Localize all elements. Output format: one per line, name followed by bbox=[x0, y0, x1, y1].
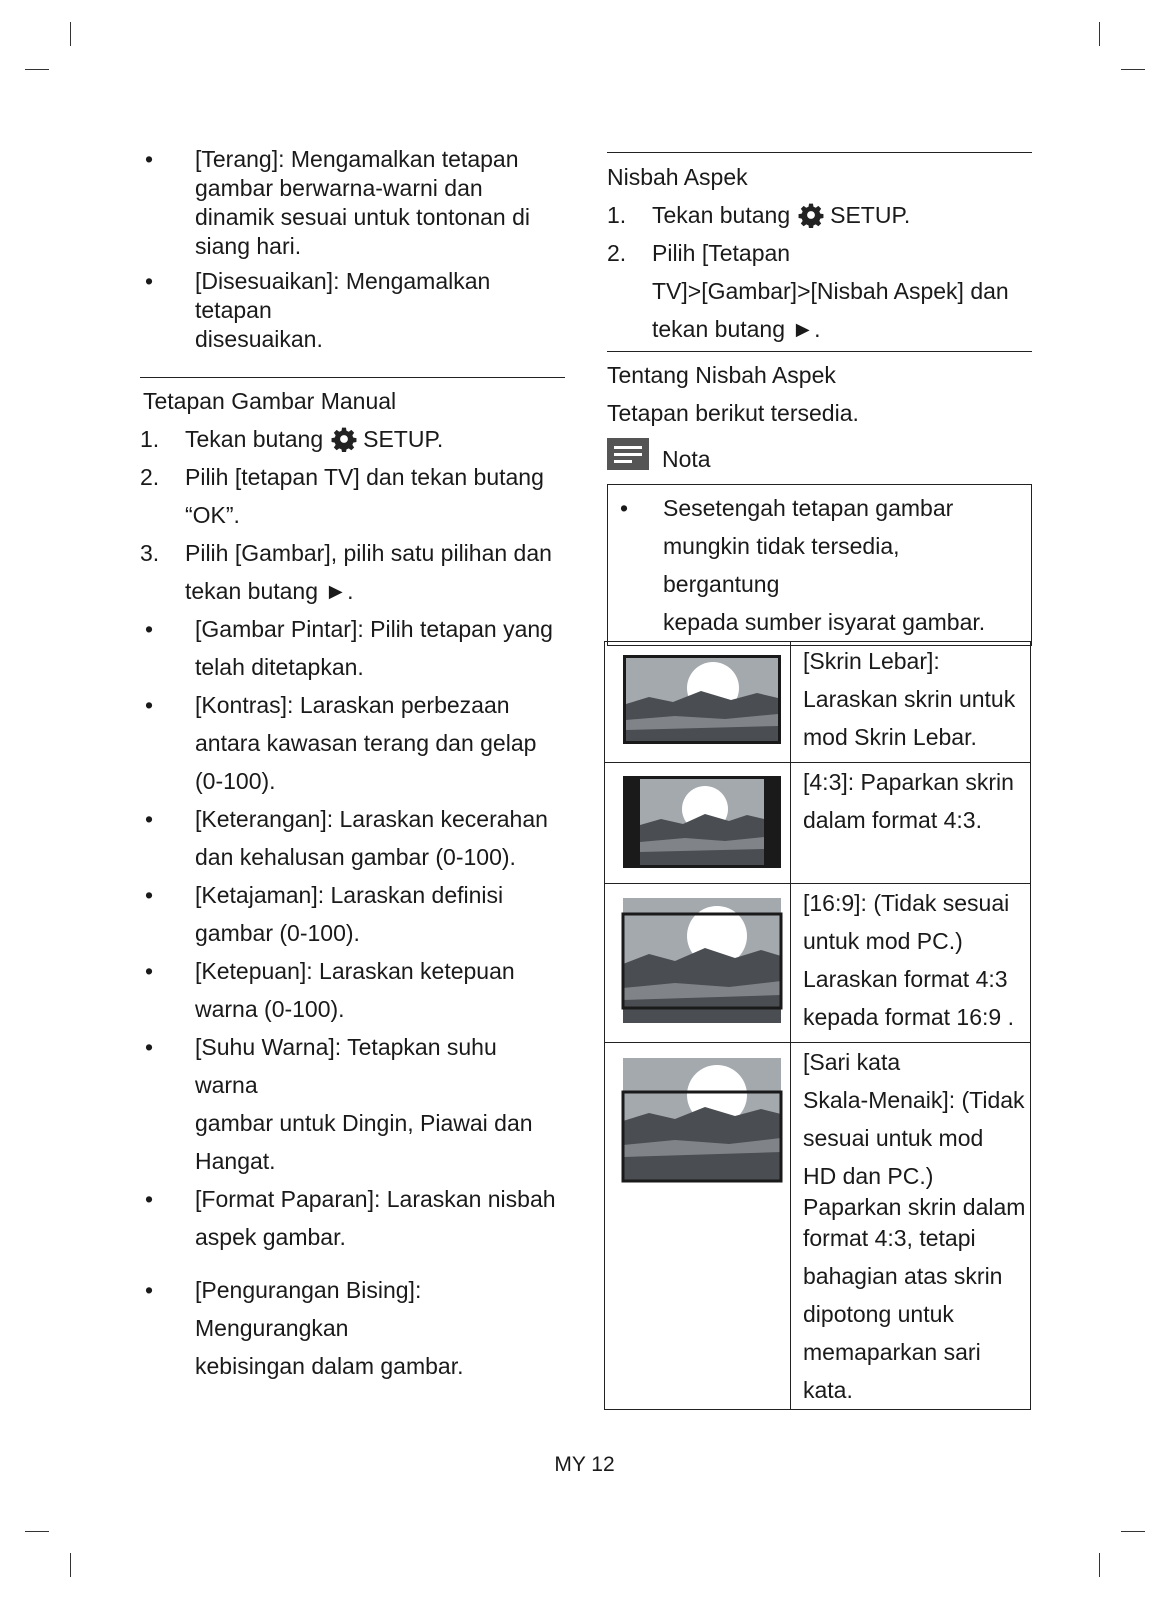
table-cell-text: [16:9]: (Tidak sesuai untuk mod PC.) Laraskan format 4:3 kepada format 16:9 . bbox=[791, 884, 1031, 1043]
section-title: Tetapan Gambar Manual bbox=[143, 388, 397, 414]
list-item: • Sesetengah tetapan gambar mungkin tidak tersedia, bergantung kepada sumber isyarat gambar. bbox=[620, 495, 986, 635]
aspect-ratio-table bbox=[604, 641, 1031, 1410]
note-header bbox=[607, 438, 1032, 484]
table-cell-text: [4:3]: Paparkan skrin dalam format 4:3. bbox=[791, 763, 1031, 884]
list-item: • [Ketajaman]: Laraskan definisi gambar (0-100). bbox=[145, 882, 504, 946]
step-item: 1. Tekan butang SETUP. bbox=[140, 426, 444, 452]
table-cell-icon bbox=[605, 884, 791, 1043]
step-item: 1. Tekan butang SETUP. bbox=[607, 202, 911, 228]
table-row bbox=[605, 763, 1031, 884]
crop-mark bbox=[25, 1531, 49, 1532]
table-cell-text: [Skrin Lebar]: Laraskan skrin untuk mod Skrin Lebar. bbox=[791, 642, 1031, 763]
list-item: • [Ketepuan]: Laraskan ketepuan warna (0-100). bbox=[145, 958, 515, 1022]
left-column bbox=[140, 145, 565, 1385]
list-item: • [Terang]: Mengamalkan tetapan gambar berwarna-warni dan dinamik sesuai untuk tontonan di siang hari. bbox=[145, 146, 530, 259]
list-item: • [Keterangan]: Laraskan kecerahan dan kehalusan gambar (0-100). bbox=[145, 806, 548, 870]
step-item: 2. Pilih [Tetapan TV]>[Gambar]>[Nisbah Aspek] dan tekan butang ►. bbox=[607, 240, 1009, 342]
note-icon bbox=[607, 438, 649, 470]
crop-mark bbox=[70, 1553, 71, 1577]
crop-mark bbox=[25, 69, 49, 70]
note-label: Nota bbox=[662, 446, 711, 472]
table-cell-icon bbox=[605, 763, 791, 884]
list-item: • [Gambar Pintar]: Pilih tetapan yang telah ditetapkan. bbox=[145, 616, 553, 680]
crop-mark bbox=[1099, 1553, 1100, 1577]
list-item: • [Format Paparan]: Laraskan nisbah aspek gambar. bbox=[145, 1186, 556, 1250]
page-number: MY 12 bbox=[554, 1453, 615, 1476]
list-item: • [Disesuaikan]: Mengamalkan tetapan disesuaikan. bbox=[145, 268, 491, 352]
step-item: 3. Pilih [Gambar], pilih satu pilihan dan tekan butang ►. bbox=[140, 540, 552, 604]
crop-mark bbox=[70, 22, 71, 46]
list-item: • [Pengurangan Bising]: Mengurangkan kebisingan dalam gambar. bbox=[145, 1277, 464, 1379]
16-9-picture-icon bbox=[605, 884, 789, 1037]
table-cell-icon bbox=[605, 1043, 791, 1410]
table-row bbox=[605, 642, 1031, 763]
section-divider bbox=[607, 152, 1032, 153]
gear-icon bbox=[331, 426, 357, 452]
crop-mark bbox=[1121, 1531, 1145, 1532]
about-text: Tetapan berikut tersedia. bbox=[607, 400, 859, 426]
crop-mark bbox=[1099, 22, 1100, 46]
table-row bbox=[605, 884, 1031, 1043]
widescreen-picture-icon bbox=[605, 642, 789, 757]
list-item: • [Kontras]: Laraskan perbezaan antara kawasan terang dan gelap (0-100). bbox=[145, 692, 537, 794]
section-divider bbox=[607, 351, 1032, 352]
section-divider bbox=[140, 377, 565, 378]
table-cell-icon bbox=[605, 642, 791, 763]
right-column bbox=[607, 152, 1032, 646]
step-item: 2. Pilih [tetapan TV] dan tekan butang “OK”. bbox=[140, 464, 544, 528]
table-row bbox=[605, 1043, 1031, 1410]
section-title: Nisbah Aspek bbox=[607, 164, 748, 190]
4-3-picture-icon bbox=[605, 763, 789, 878]
crop-mark bbox=[1121, 69, 1145, 70]
table-cell-text: [Sari kata Skala-Menaik]: (Tidak sesuai untuk mod HD dan PC.) Paparkan skrin dalam format 4:3, tetapi bahagian atas skrin dipotong untuk memaparkan sari kata. bbox=[791, 1043, 1031, 1410]
gear-icon bbox=[798, 202, 824, 228]
subtitle-zoom-picture-icon bbox=[605, 1043, 789, 1193]
section-title: Tentang Nisbah Aspek bbox=[607, 362, 836, 388]
list-item: • [Suhu Warna]: Tetapkan suhu warna gambar untuk Dingin, Piawai dan Hangat. bbox=[145, 1034, 533, 1174]
note-box bbox=[607, 484, 1032, 646]
